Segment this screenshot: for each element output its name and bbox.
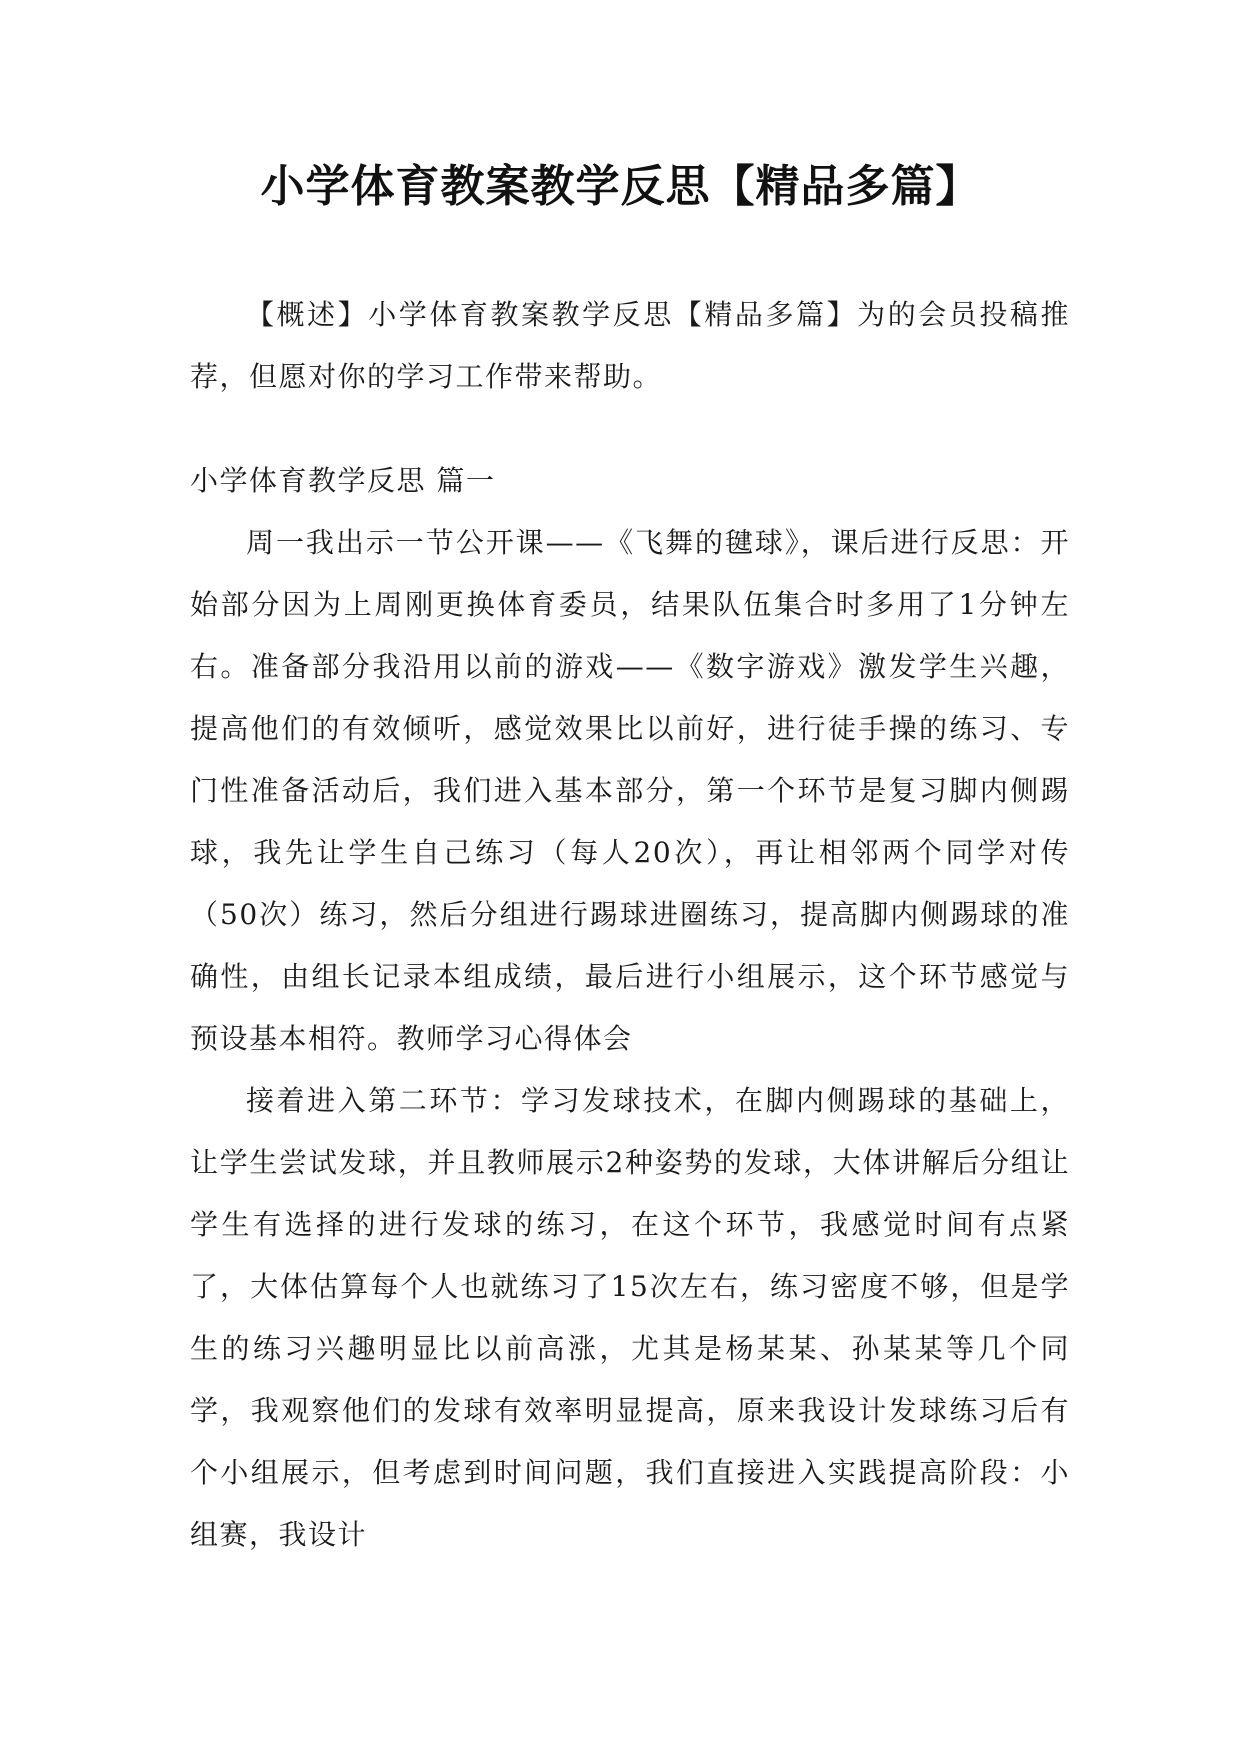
document-body xyxy=(190,284,1070,1566)
document-title: 小学体育教案教学反思【精品多篇】 xyxy=(260,161,981,212)
body-paragraph: 周一我出示一节公开课——《飞舞的毽球》，课后进行反思：开始部分因为上周刚更换体育委员，结果队伍集合时多用了1分钟左右。准备部分我沿用以前的游戏——《数字游戏》激发学生兴趣，提高他们的有效倾听，感觉效果比以前好，进行徒手操的练习、专门性准备活动后，我们进入基本部分，第一个环节是复习脚内侧踢球，我先让学生自己练习（每人20次），再让相邻两个同学对传（50次）练习，然后分组进行踢球进圈练习，提高脚内侧踢球的准确性，由组长记录本组成绩，最后进行小组展示，这个环节感觉与预设基本相符。教师学习心得体会 xyxy=(190,526,1070,1055)
summary-paragraph: 【概述】小学体育教案教学反思【精品多篇】为的会员投稿推荐，但愿对你的学习工作带来帮助。 xyxy=(190,298,1070,393)
section-heading: 小学体育教学反思 篇一 xyxy=(190,464,496,497)
body-paragraph: 接着进入第二环节：学习发球技术，在脚内侧踢球的基础上，让学生尝试发球，并且教师展示2种姿势的发球，大体讲解后分组让学生有选择的进行发球的练习，在这个环节，我感觉时间有点紧了，大体估算每个人也就练习了15次左右，练习密度不够，但是学生的练习兴趣明显比以前高涨，尤其是杨某某、孙某某等几个同学，我观察他们的发球有效率明显提高，原来我设计发球练习后有个小组展示，但考虑到时间问题，我们直接进入实践提高阶段：小组赛，我设计 xyxy=(190,1084,1070,1551)
